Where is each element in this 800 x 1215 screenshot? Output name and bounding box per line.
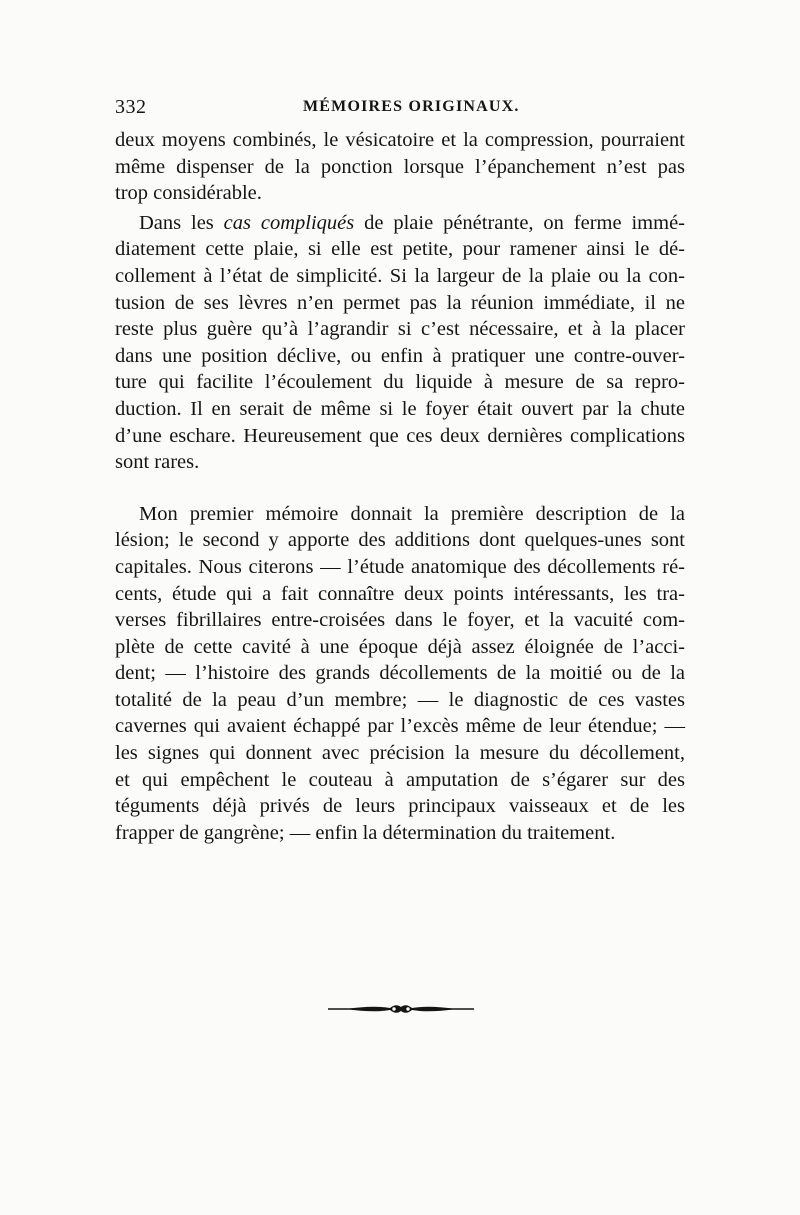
text-line: plète de cette cavité à une époque déjà assez éloignée de l’acci- (115, 635, 685, 658)
text-line: capitales. Nous citerons — l’étude anatomique des décollements ré- (115, 555, 685, 578)
body-text (115, 127, 685, 846)
paragraph-2 (115, 210, 685, 476)
text-line: lésion; le second y apporte des additions dont quelques-unes sont (115, 529, 685, 552)
paragraph-3 (115, 501, 685, 847)
text-line: cavernes qui avaient échappé par l’excès même de leur étendue; — (115, 715, 685, 738)
text-line: deux moyens combinés, le vésicatoire et la compression, pourraient (115, 129, 685, 151)
text-line (115, 210, 685, 237)
running-head: MÉMOIRES ORIGINAUX. (303, 98, 520, 115)
text-line: dans une position déclive, ou enfin à pratiquer une contre-ouver- (115, 344, 685, 367)
text-line: ture qui facilite l’écoulement du liquide à mesure de sa repro- (115, 371, 685, 394)
text-line: verses fibrillaires entre-croisées dans le foyer, et la vacuité com- (115, 609, 685, 632)
text-line: frapper de gangrène; — enfin la détermination du traitement. (115, 821, 616, 844)
text-line: d’une eschare. Heureusement que ces deux dernières complications (115, 424, 685, 447)
italic-term: cas compliqués (223, 211, 355, 234)
text-line: Mon premier mémoire donnait la première description de la (139, 502, 685, 525)
page-header (115, 96, 685, 124)
text-line: tusion de ses lèvres n’en permet pas la réunion immédiate, il ne (115, 291, 685, 314)
text-line: téguments déjà privés de leurs principaux vaisseaux et de les (115, 795, 685, 818)
text-line: collement à l’état de simplicité. Si la largeur de la plaie ou la con- (115, 264, 685, 287)
paragraph-1 (115, 127, 685, 207)
text-line: et qui empêchent le couteau à amputation de s’égarer sur des (115, 768, 685, 791)
ornament-rule-icon (328, 1001, 474, 1017)
text-line: dent; — l’histoire des grands décollements de la moitié ou de la (115, 662, 685, 685)
text-segment: Dans les (139, 211, 224, 234)
text-line: les signes qui donnent avec précision la mesure du décollement, (115, 742, 685, 765)
text-line: reste plus guère qu’à l’agrandir si c’est nécessaire, et à la placer (115, 318, 685, 341)
text-line: cents, étude qui a fait connaître deux points intéressants, les tra- (115, 582, 685, 605)
text-line: trop considérable. (115, 182, 262, 205)
text-line: duction. Il en serait de même si le foyer était ouvert par la chute (115, 397, 685, 420)
text-line: diatement cette plaie, si elle est petite, pour ramener ainsi le dé- (115, 238, 685, 261)
text-line: même dispenser de la ponction lorsque l’épanchement n’est pas (115, 155, 685, 178)
text-segment: de plaie pénétrante, on ferme immé- (354, 211, 685, 234)
text-line: totalité de la peau d’un membre; — le diagnostic de ces vastes (115, 688, 685, 711)
text-line: sont rares. (115, 451, 200, 474)
page-number: 332 (115, 96, 147, 118)
